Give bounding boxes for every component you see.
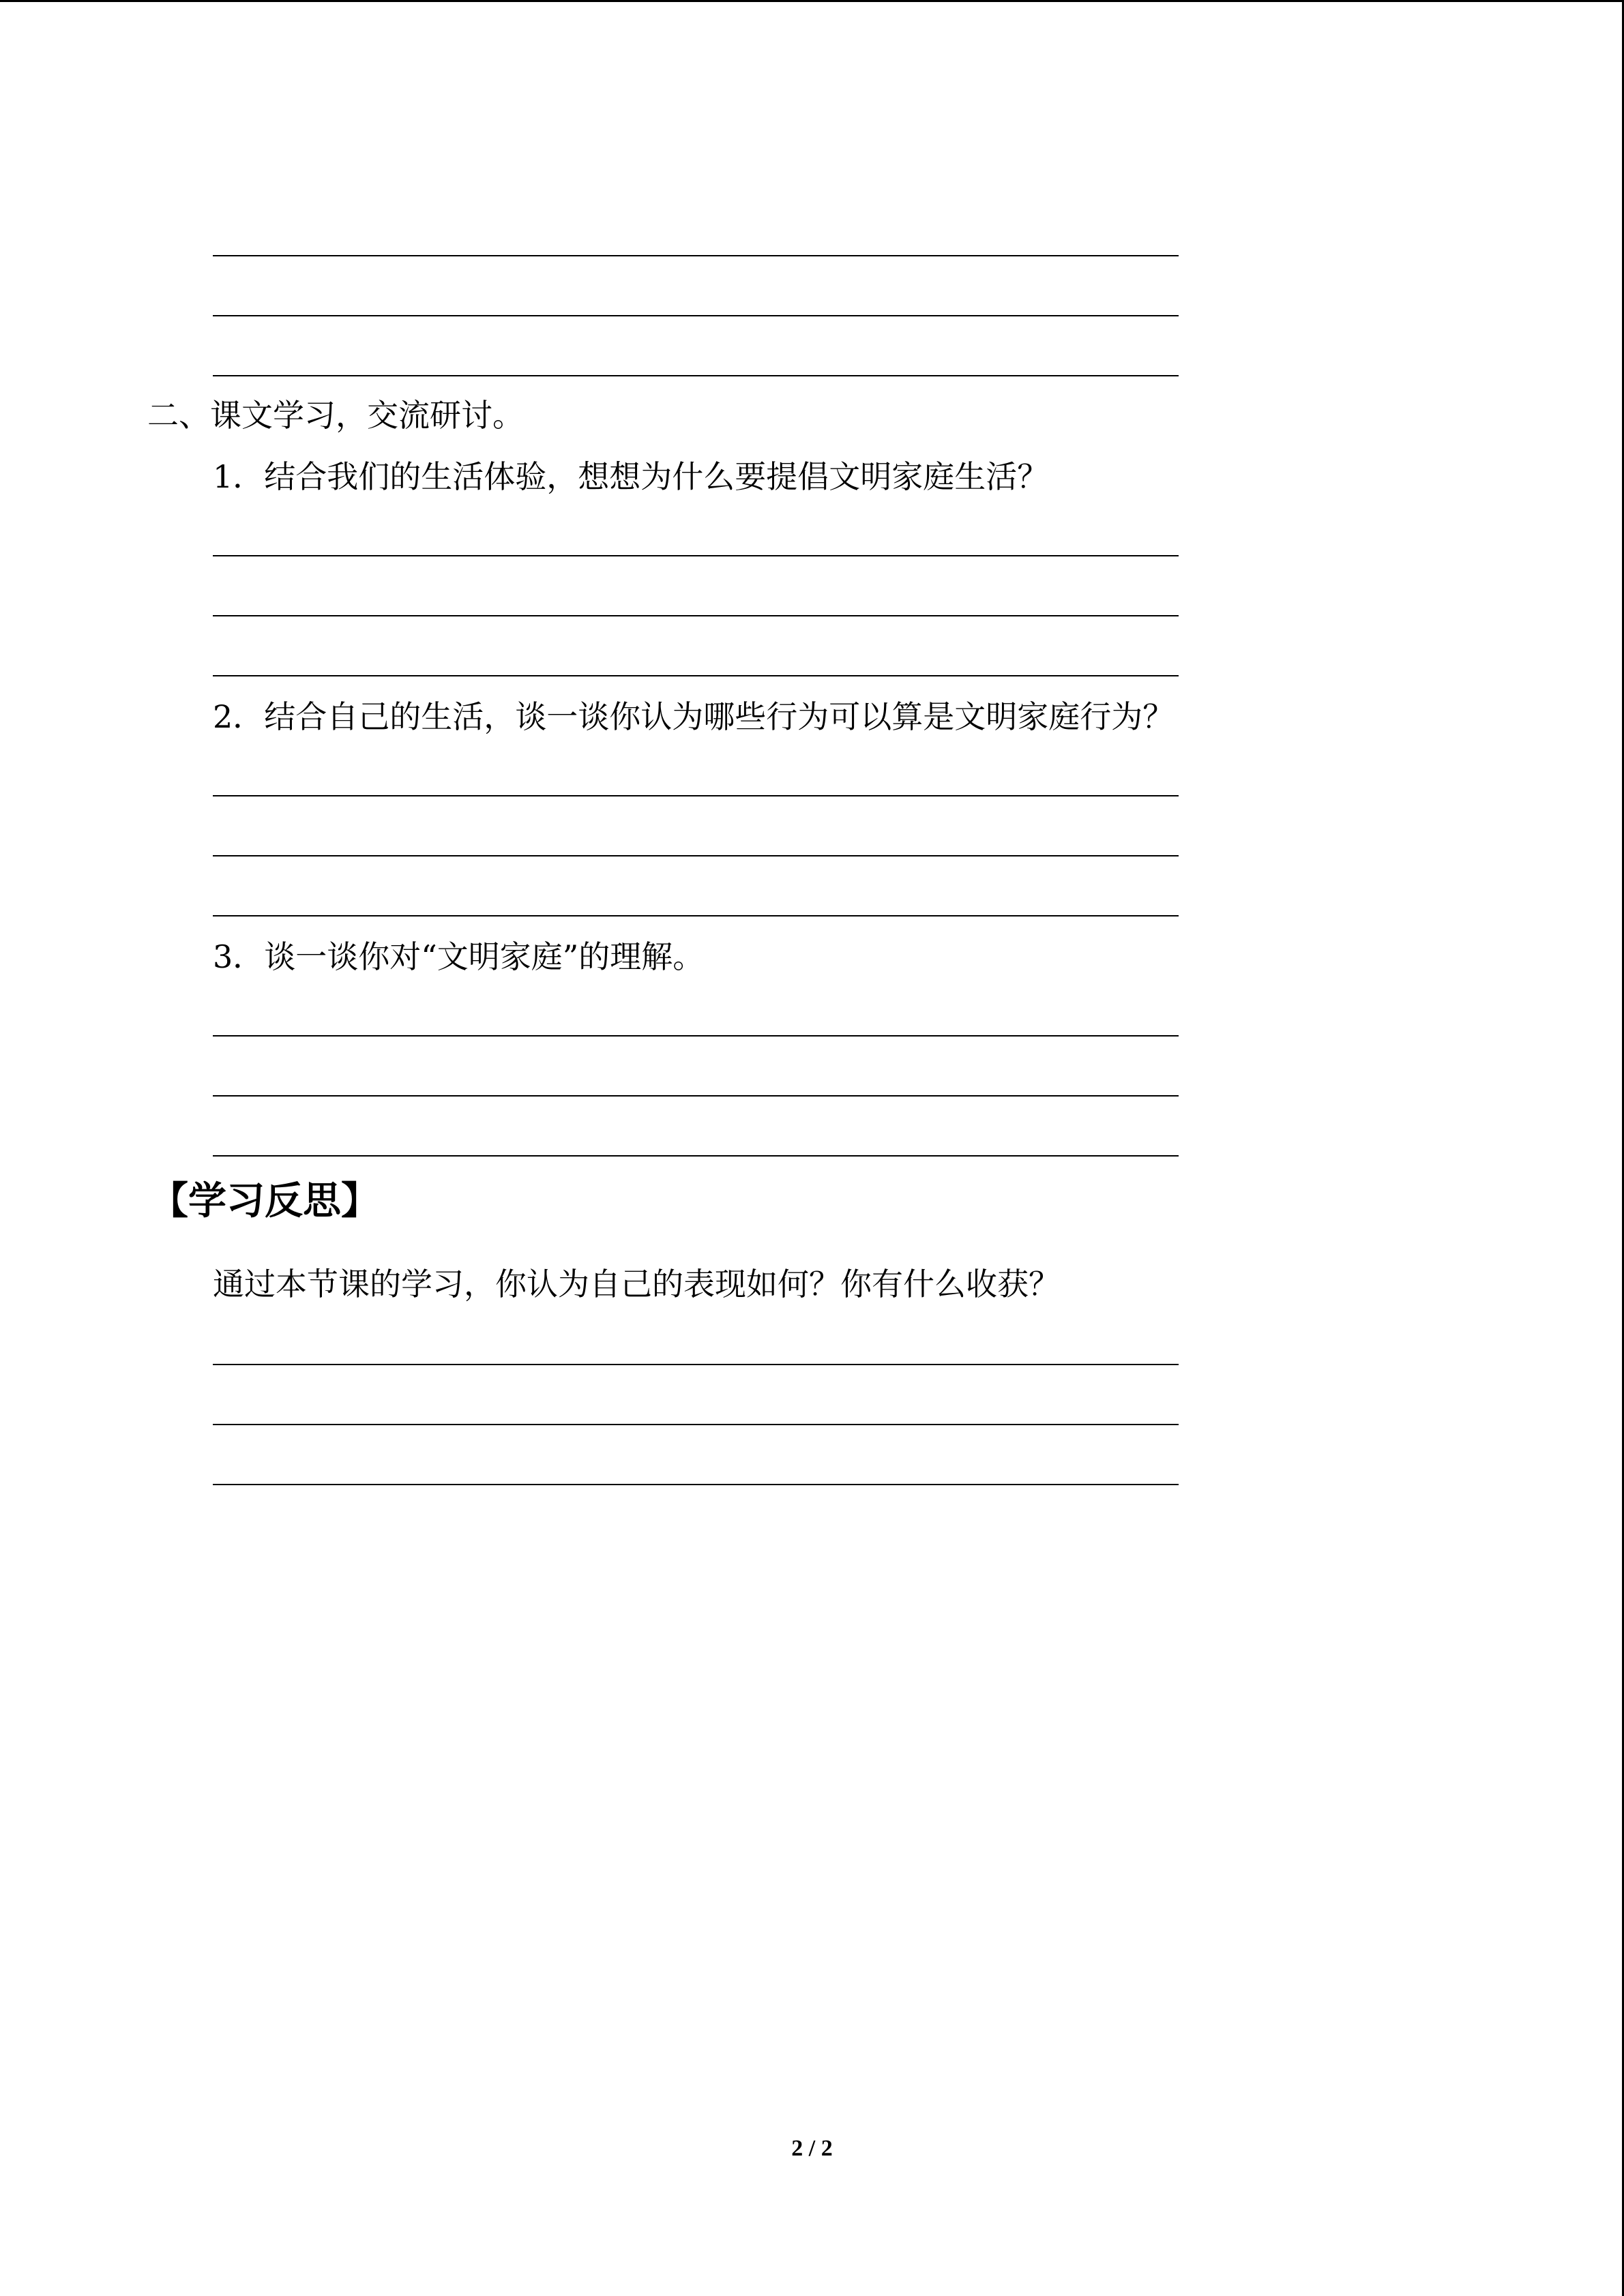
answer-line[interactable] [213,1155,1179,1157]
answer-line[interactable] [213,255,1179,256]
question-3: 3．谈一谈你对“文明家庭”的理解。 [213,938,705,975]
answer-line[interactable] [213,915,1179,916]
answer-line[interactable] [213,555,1179,556]
page-number: 2 / 2 [791,2136,833,2161]
answer-line[interactable] [213,1364,1179,1365]
question-1: 1．结合我们的生活体验，想想为什么要提倡文明家庭生活？ [213,458,1049,495]
reflection-heading: 【学习反思】 [150,1179,379,1223]
answer-line[interactable] [213,315,1179,316]
answer-line[interactable] [213,1484,1179,1485]
question-2: 2．结合自己的生活，谈一谈你认为哪些行为可以算是文明家庭行为？ [213,698,1175,735]
answer-line[interactable] [213,1095,1179,1097]
answer-line[interactable] [213,855,1179,856]
answer-line[interactable] [213,1424,1179,1425]
answer-line[interactable] [213,1035,1179,1037]
answer-line[interactable] [213,675,1179,676]
reflection-prompt: 通过本节课的学习，你认为自己的表现如何？你有什么收获？ [213,1266,1060,1302]
section-title: 二、课文学习，交流研讨。 [147,397,524,434]
answer-line[interactable] [213,795,1179,796]
answer-line[interactable] [213,615,1179,616]
answer-line[interactable] [213,375,1179,376]
